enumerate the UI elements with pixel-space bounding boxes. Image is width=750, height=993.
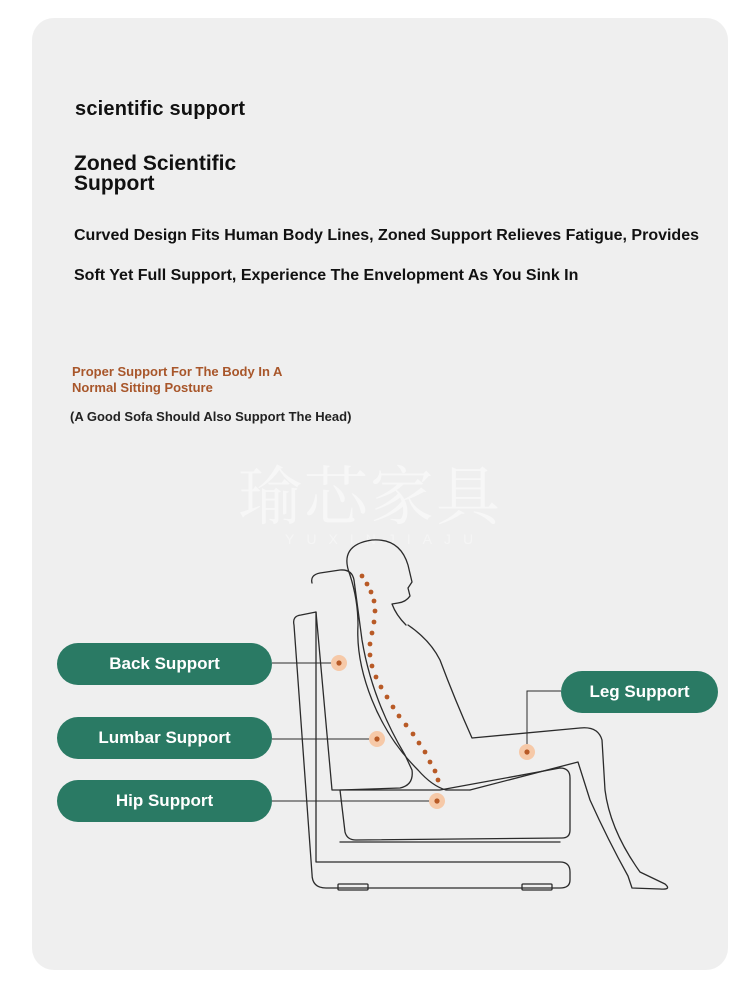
- description-line-1: Curved Design Fits Human Body Lines, Zoned Support Relieves Fatigue, Provides: [74, 227, 699, 244]
- spine-dot: [365, 582, 370, 587]
- spine-dot: [368, 642, 373, 647]
- back-support-label: [57, 643, 272, 685]
- person-back: [350, 575, 470, 790]
- posture-note-line-1: Proper Support For The Body In A: [72, 364, 283, 379]
- spine-dot: [391, 705, 396, 710]
- leg-marker-dot: [524, 749, 529, 754]
- lumbar-support-text: Lumbar Support: [98, 728, 231, 747]
- support-markers: [331, 655, 535, 809]
- person-front: [408, 625, 668, 889]
- spine-dot: [374, 675, 379, 680]
- spine-dot: [423, 750, 428, 755]
- spine-dot: [404, 723, 409, 728]
- spine-dot: [372, 620, 377, 625]
- spine-dot: [385, 695, 390, 700]
- description-line-2: Soft Yet Full Support, Experience The Envelopment As You Sink In: [74, 267, 579, 284]
- spine-dot: [373, 609, 378, 614]
- posture-note-line-2: Normal Sitting Posture: [72, 380, 213, 395]
- back-support-text: Back Support: [109, 654, 220, 673]
- spine-dot: [370, 664, 375, 669]
- head-support-note: (A Good Sofa Should Also Support The Head): [70, 409, 352, 424]
- title-line-2: Support: [74, 172, 155, 195]
- spine-dot: [411, 732, 416, 737]
- back-marker-dot: [336, 660, 341, 665]
- spine-dot: [379, 685, 384, 690]
- spine-dot: [433, 769, 438, 774]
- spine-dots: [360, 574, 441, 783]
- hip-support-text: Hip Support: [115, 791, 214, 810]
- spine-dot: [428, 760, 433, 765]
- spine-dot: [368, 653, 373, 658]
- brand-watermark-sub: YUXINJIAJU: [285, 531, 486, 547]
- leg-support-label: [561, 671, 718, 713]
- spine-dot: [436, 778, 441, 783]
- spine-dot: [397, 714, 402, 719]
- sofa-foot-left: [338, 884, 368, 890]
- section-eyebrow: scientific support: [75, 98, 246, 120]
- spine-dot: [369, 590, 374, 595]
- hip-marker-dot: [434, 798, 439, 803]
- person-head: [347, 540, 412, 625]
- spine-dot: [360, 574, 365, 579]
- lumbar-marker-dot: [374, 736, 379, 741]
- spine-dot: [372, 599, 377, 604]
- spine-dot: [370, 631, 375, 636]
- lumbar-support-label: [57, 717, 272, 759]
- hip-support-label: [57, 780, 272, 822]
- spine-dot: [417, 741, 422, 746]
- sofa-seat: [340, 768, 570, 840]
- title-line-1: Zoned Scientific: [74, 152, 237, 175]
- leg-support-text: Leg Support: [589, 682, 690, 701]
- leg-support-connector: [527, 691, 561, 752]
- brand-watermark: 瑜芯家具: [238, 461, 502, 535]
- sofa-foot-right: [522, 884, 552, 890]
